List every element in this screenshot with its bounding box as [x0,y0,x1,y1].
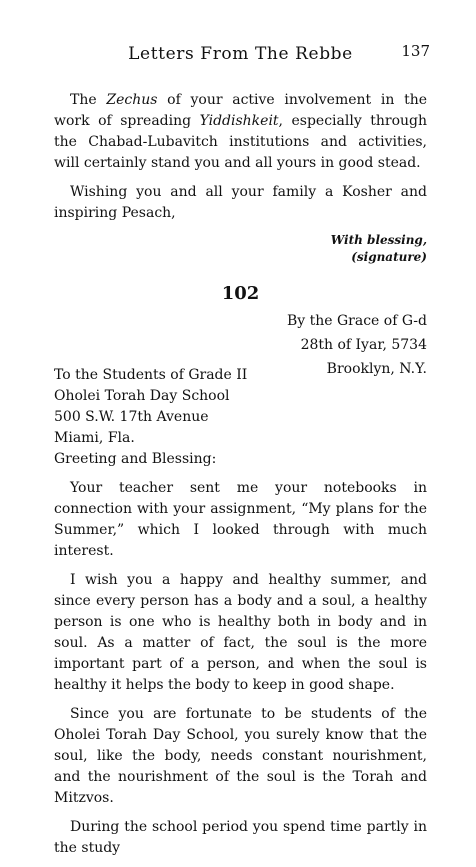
address-line: Miami, Fla. [54,430,135,446]
italic-term: Yiddishkeit [199,113,279,129]
address-line: To the Students of Grade II [54,367,248,383]
text-run: of your active involvement in the work of spreading [54,92,427,129]
italic-term: Zechus [106,92,158,108]
dateline-line: By the Grace of G-d [286,313,427,329]
salutation: Greeting and Blessing: [54,451,217,467]
recipient-address [54,365,247,470]
address-line: 500 S.W. 17th Avenue [54,409,209,425]
signature: (signature) [351,250,427,264]
paragraph: Wishing you and all your family a Kosher and inspiring Pesach, [54,184,427,221]
paragraph: During the school period you spend time partly in the study [54,819,427,856]
dateline-line: 28th of Iyar, 5734 [300,337,427,353]
paragraph: I wish you a happy and healthy summer, and since every person has a body and a soul, a healthy person is one who is healthy both in body and in soul. As a matter of fact, the soul is the more important part of a person, and when the soul is healthy it helps the body to keep in good shape. [54,572,427,693]
text-run: , especially through the Chabad-Lubavitch institutions and activities, will certainly stand you and all yours in good stead. [54,113,428,171]
address-line: Oholei Torah Day School [54,388,230,404]
dateline [287,309,427,381]
closing: With blessing, [330,233,427,247]
text-run: The [70,92,107,108]
letter-body [54,478,427,867]
running-title: Letters From The Rebbe [128,44,353,64]
letter-number: 102 [221,283,260,304]
previous-letter-ending [54,90,427,266]
dateline-line: Brooklyn, N.Y. [326,361,427,377]
paragraph: Your teacher sent me your notebooks in connection with your assignment, “My plans for the Summer,” which I looked through with much interest. [54,480,427,559]
page-number: 137 [401,42,430,60]
paragraph: Since you are fortunate to be students of the Oholei Torah Day School, you surely know that the soul, like the body, needs constant nourishment, and the nourishment of the soul is the Torah and Mitzvos. [54,706,427,806]
paragraph [54,90,427,174]
page-header [54,42,430,68]
